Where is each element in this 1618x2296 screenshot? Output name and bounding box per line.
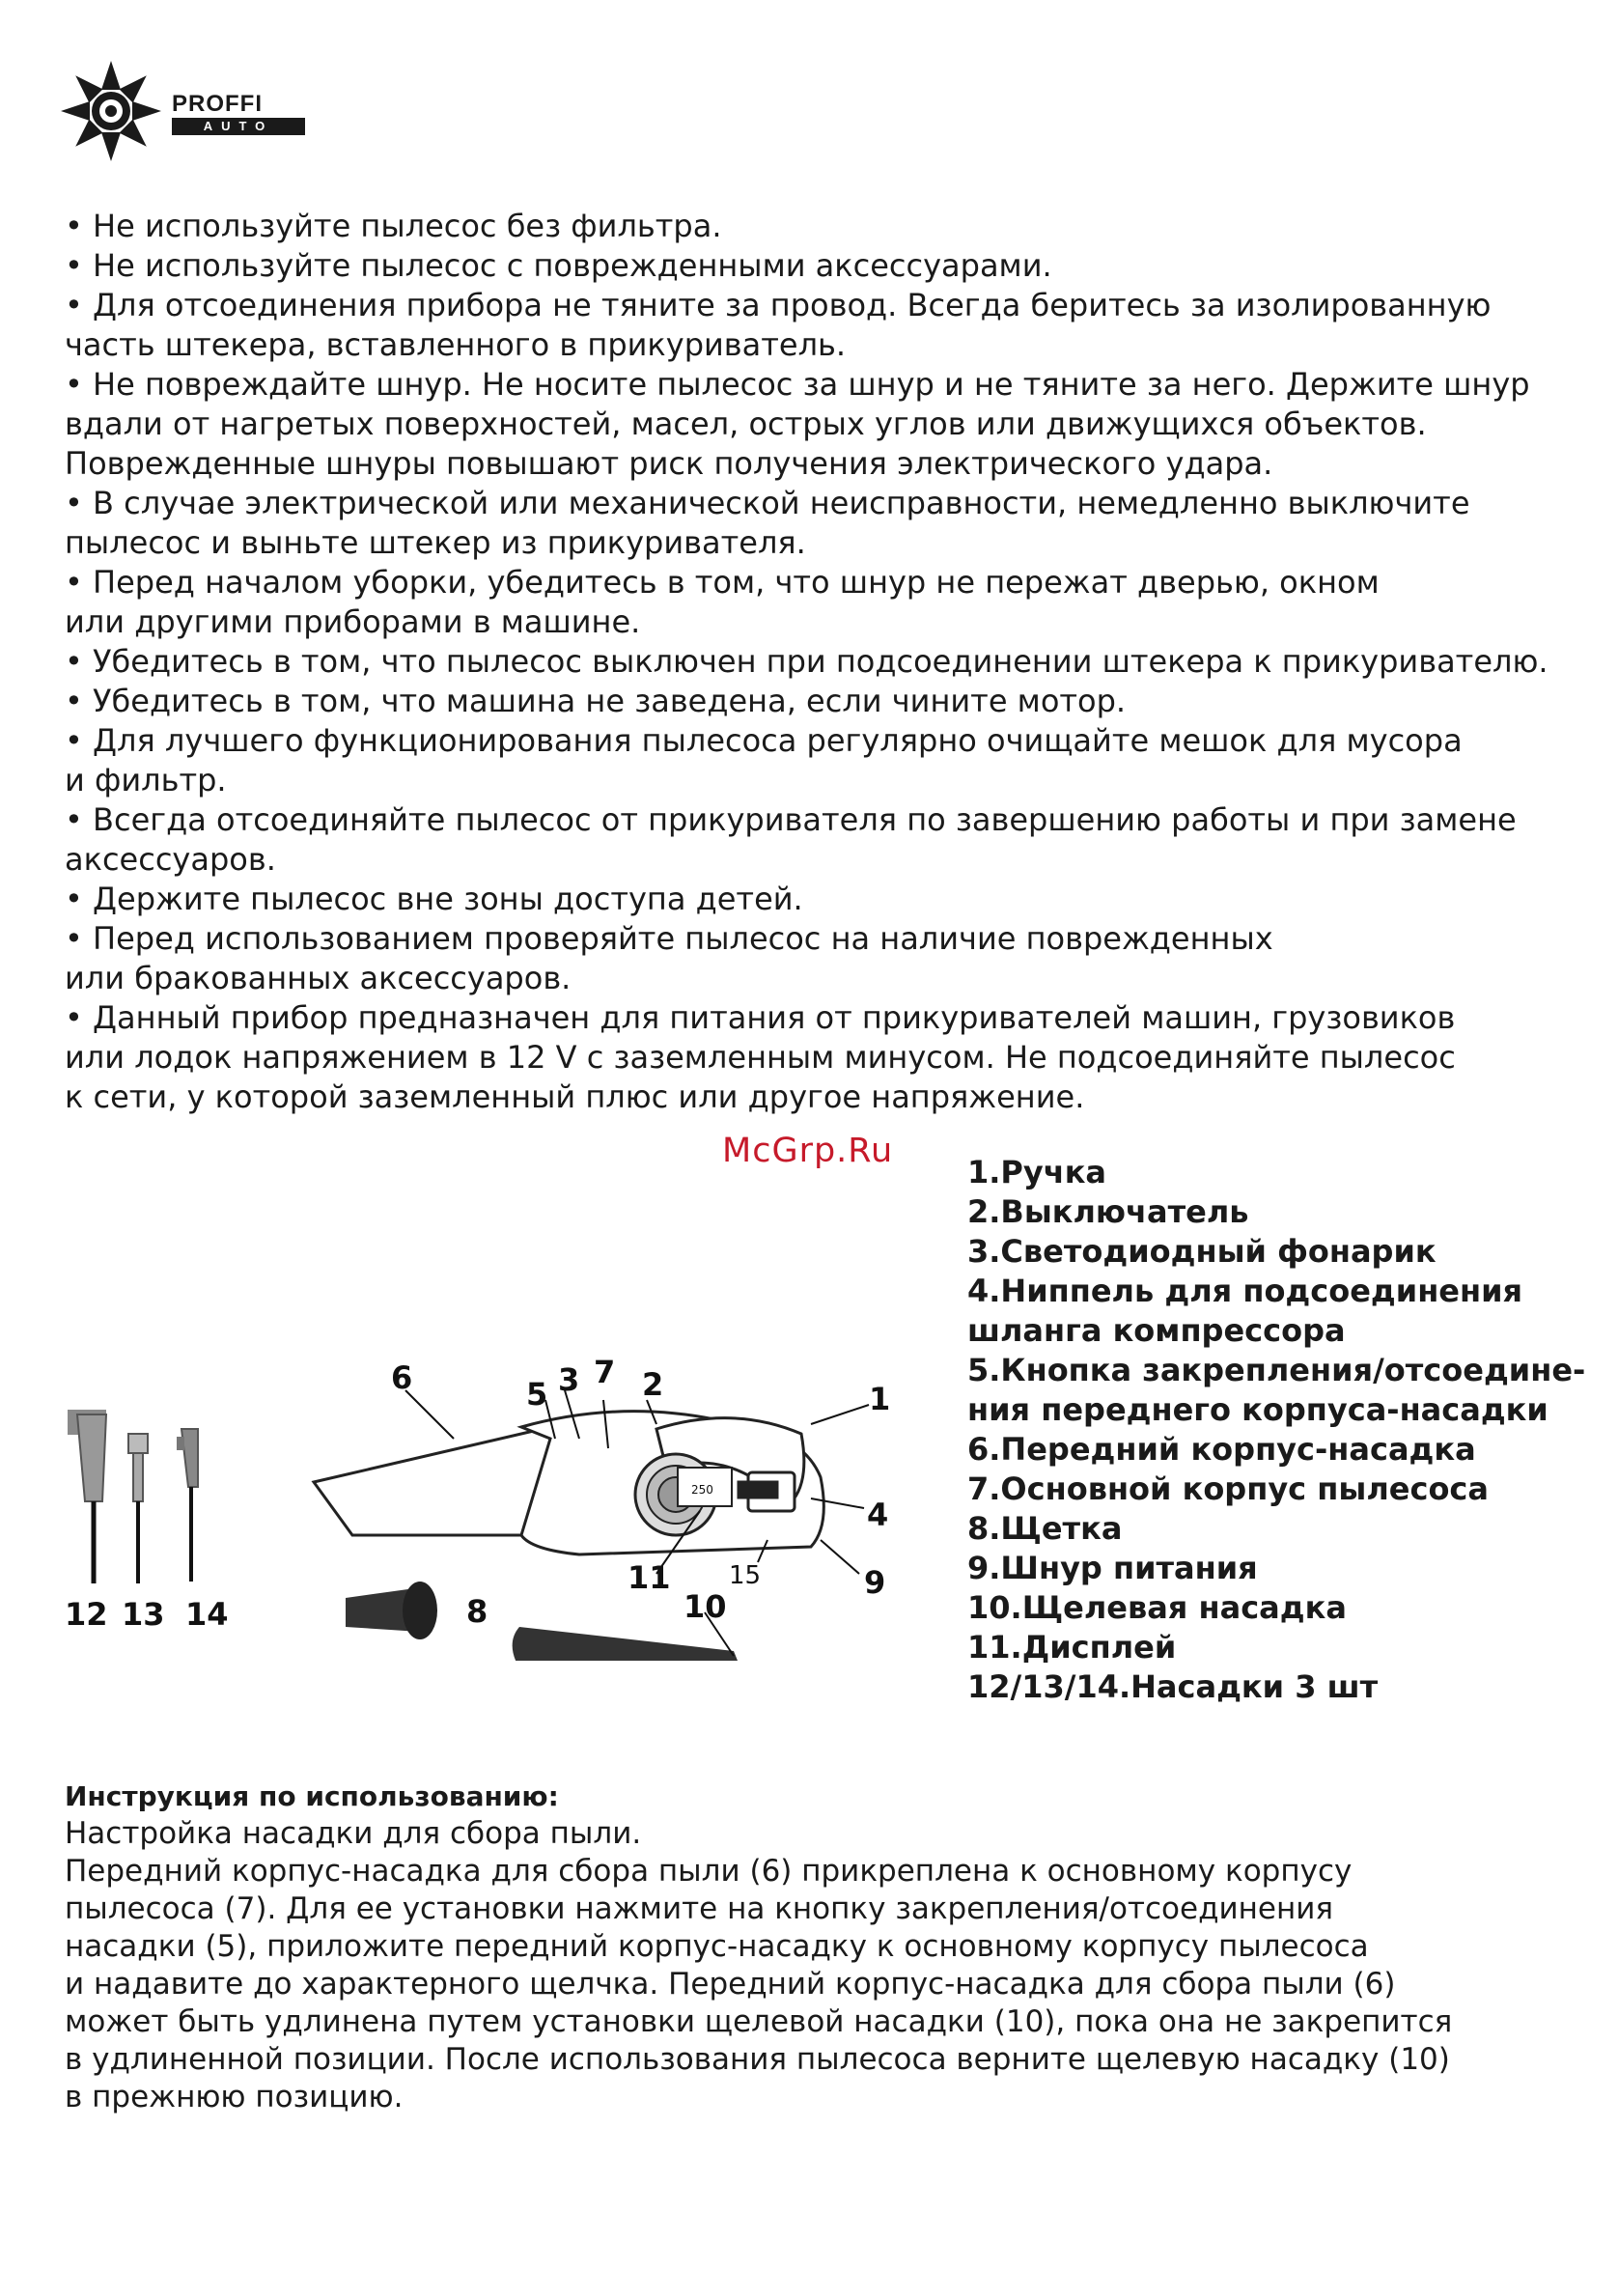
vacuum-diagram: [39, 1294, 946, 1661]
instructions-heading: Инструкция по использованию:: [65, 1780, 559, 1812]
safety-item: • Перед началом уборки, убедитесь в том, что шнур не пережат дверью, окном или другими приборами в машине.: [65, 564, 1380, 640]
safety-item: • Для отсоединения прибора не тяните за провод. Всегда беритесь за изолированную часть штекера, вставленного в прикуриватель.: [65, 287, 1492, 363]
instructions-subheading: Настройка насадки для сбора пыли.: [65, 1816, 642, 1851]
legend-item: 4.Ниппель для подсоединения шланга компрессора: [967, 1273, 1523, 1349]
legend-item: 1.Ручка: [967, 1154, 1107, 1190]
parts-legend: [967, 1153, 1585, 1707]
safety-item: • Данный прибор предназначен для питания от прикуривателей машин, грузовиков или лодок напряжением в 12 V с заземленным минусом. Не подсоединяйте пылесос к сети, у которой заземленный плюс или другое напряжение.: [65, 999, 1456, 1115]
flower-logo-icon: [58, 58, 164, 164]
safety-item: • Держите пылесос вне зоны доступа детей.: [65, 881, 803, 917]
display-value: 250: [691, 1483, 713, 1497]
legend-item: 8.Щетка: [967, 1510, 1123, 1547]
attachment-12-icon: [68, 1410, 106, 1583]
callout-10: 10: [683, 1588, 727, 1625]
legend-item: 7.Основной корпус пылесоса: [967, 1470, 1489, 1507]
crevice-nozzle-icon: [513, 1627, 743, 1661]
safety-item: • Перед использованием проверяйте пылесос на наличие поврежденных или бракованных аксессуаров.: [65, 920, 1273, 996]
safety-item: • Убедитесь в том, что машина не заведена, если чините мотор.: [65, 683, 1127, 719]
callout-6: 6: [391, 1359, 413, 1396]
legend-item: 6.Передний корпус-насадка: [967, 1431, 1476, 1468]
safety-item: • Не используйте пылесос с поврежденными аксессуарами.: [65, 247, 1052, 284]
legend-item: 9.Шнур питания: [967, 1550, 1258, 1586]
vacuum-body-icon: [314, 1412, 823, 1554]
watermark: McGrp.Ru: [722, 1132, 894, 1170]
brand-logo: [58, 58, 319, 164]
safety-item: • Для лучшего функционирования пылесоса регулярно очищайте мешок для мусора и фильтр.: [65, 722, 1463, 798]
legend-item: 10.Щелевая насадка: [967, 1589, 1347, 1626]
legend-item: 5.Кнопка закрепления/отсоедине- ния переднего корпуса-насадки: [967, 1352, 1586, 1428]
callout-8: 8: [466, 1593, 488, 1630]
safety-list: [65, 207, 1571, 1117]
callout-9: 9: [864, 1564, 886, 1601]
callout-4: 4: [867, 1497, 889, 1533]
legend-item: 3.Светодиодный фонарик: [967, 1233, 1437, 1270]
callout-13: 13: [122, 1596, 165, 1633]
callout-3: 3: [558, 1361, 580, 1398]
safety-item: • Не повреждайте шнур. Не носите пылесос за шнур и не тяните за него. Держите шнур вдали от нагретых поверхностей, масел, острых углов или движущихся объектов. Поврежденные шнуры повышают риск получения электрического удара.: [65, 366, 1530, 482]
usage-instructions: [65, 1778, 1571, 2116]
logo-brand-text: PROFFI: [172, 91, 263, 117]
callout-5: 5: [526, 1376, 548, 1413]
attachment-14-icon: [177, 1429, 198, 1582]
display-panel: [678, 1468, 732, 1506]
safety-item: • Убедитесь в том, что пылесос выключен при подсоединении штекера к прикуривателю.: [65, 643, 1548, 680]
attachment-13-icon: [128, 1434, 148, 1583]
callout-1: 1: [869, 1381, 891, 1417]
callout-15: 15: [729, 1561, 762, 1590]
legend-item: 12/13/14.Насадки 3 шт: [967, 1668, 1379, 1705]
callout-14: 14: [185, 1596, 229, 1633]
callout-12: 12: [65, 1596, 108, 1633]
legend-item: 11.Дисплей: [967, 1629, 1177, 1666]
callout-11: 11: [628, 1559, 671, 1596]
callout-2: 2: [642, 1366, 664, 1403]
safety-item: • Не используйте пылесос без фильтра.: [65, 208, 722, 244]
safety-item: • В случае электрической или механической неисправности, немедленно выключите пылесос и выньте штекер из прикуривателя.: [65, 485, 1470, 561]
safety-item: • Всегда отсоединяйте пылесос от прикуривателя по завершению работы и при замене аксессуаров.: [65, 801, 1517, 878]
brush-icon: [346, 1582, 437, 1639]
callout-7: 7: [594, 1354, 616, 1390]
instructions-body: Передний корпус-насадка для сбора пыли (6) прикреплена к основному корпусу пылесоса (7). Для ее установки нажмите на кнопку закрепления/отсоединения насадки (5), приложите передний корпус-насадку к основному корпусу пылесоса и надавите до характерного щелчка. Передний корпус-насадка для сбора пыли (6) может быть удлинена путем установки щелевой насадки (10), пока она не закрепится в удлиненной позиции. После использования пылесоса верните щелевую насадку (10) в прежнюю позицию.: [65, 1854, 1453, 2114]
legend-item: 2.Выключатель: [967, 1193, 1249, 1230]
logo-sub-text: AUTO: [172, 118, 305, 135]
